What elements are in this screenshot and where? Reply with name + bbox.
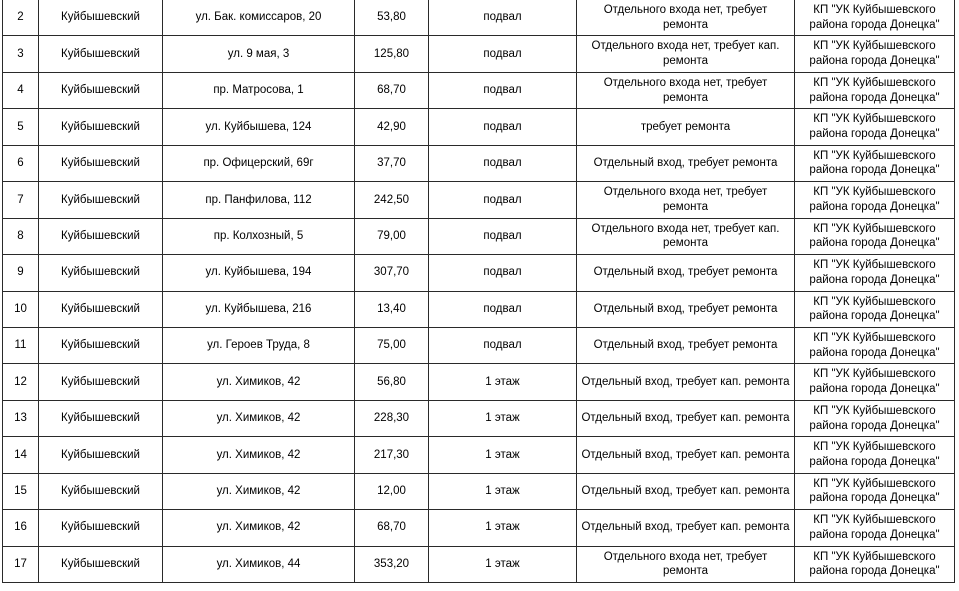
table-row (3, 109, 955, 145)
cell-condition: Отдельный вход, требует ремонта (577, 255, 795, 291)
cell-floor: 1 этаж (429, 546, 577, 582)
cell-row-number: 6 (3, 145, 39, 181)
cell-condition: Отдельный вход, требует ремонта (577, 291, 795, 327)
cell-organization: КП "УК Куйбышевского района города Донецка" (795, 510, 955, 546)
cell-area: 353,20 (355, 546, 429, 582)
cell-floor: подвал (429, 182, 577, 218)
cell-organization: КП "УК Куйбышевского района города Донецка" (795, 437, 955, 473)
cell-condition: Отдельный вход, требует кап. ремонта (577, 473, 795, 509)
cell-condition: Отдельного входа нет, требует кап. ремонта (577, 218, 795, 254)
cell-area: 242,50 (355, 182, 429, 218)
cell-address: ул. Куйбышева, 216 (163, 291, 355, 327)
cell-address: ул. Куйбышева, 194 (163, 255, 355, 291)
cell-address: ул. Химиков, 42 (163, 400, 355, 436)
cell-area: 37,70 (355, 145, 429, 181)
cell-floor: 1 этаж (429, 437, 577, 473)
cell-address: пр. Панфилова, 112 (163, 182, 355, 218)
cell-organization: КП "УК Куйбышевского района города Донецка" (795, 473, 955, 509)
cell-district: Куйбышевский (39, 473, 163, 509)
cell-address: ул. Химиков, 44 (163, 546, 355, 582)
table-row (3, 255, 955, 291)
cell-organization: КП "УК Куйбышевского района города Донецка" (795, 109, 955, 145)
cell-area: 228,30 (355, 400, 429, 436)
cell-area: 79,00 (355, 218, 429, 254)
cell-district: Куйбышевский (39, 182, 163, 218)
cell-condition: Отдельный вход, требует кап. ремонта (577, 364, 795, 400)
cell-condition: Отдельный вход, требует кап. ремонта (577, 437, 795, 473)
cell-area: 13,40 (355, 291, 429, 327)
cell-row-number: 4 (3, 72, 39, 108)
cell-floor: 1 этаж (429, 510, 577, 546)
cell-condition: Отдельного входа нет, требует кап. ремонта (577, 36, 795, 72)
table-row (3, 182, 955, 218)
cell-area: 68,70 (355, 510, 429, 546)
cell-organization: КП "УК Куйбышевского района города Донецка" (795, 400, 955, 436)
cell-organization: КП "УК Куйбышевского района города Донецка" (795, 291, 955, 327)
cell-floor: 1 этаж (429, 364, 577, 400)
table-row (3, 145, 955, 181)
cell-address: ул. Бак. комиссаров, 20 (163, 0, 355, 36)
cell-address: пр. Колхозный, 5 (163, 218, 355, 254)
cell-floor: подвал (429, 218, 577, 254)
cell-row-number: 7 (3, 182, 39, 218)
cell-floor: подвал (429, 36, 577, 72)
cell-floor: подвал (429, 109, 577, 145)
cell-district: Куйбышевский (39, 0, 163, 36)
cell-address: ул. Куйбышева, 124 (163, 109, 355, 145)
cell-row-number: 15 (3, 473, 39, 509)
cell-row-number: 13 (3, 400, 39, 436)
cell-area: 217,30 (355, 437, 429, 473)
cell-floor: подвал (429, 291, 577, 327)
table-body (3, 0, 955, 583)
cell-organization: КП "УК Куйбышевского района города Донецка" (795, 145, 955, 181)
table-row (3, 400, 955, 436)
cell-address: ул. Героев Труда, 8 (163, 327, 355, 363)
cell-organization: КП "УК Куйбышевского района города Донецка" (795, 0, 955, 36)
cell-organization: КП "УК Куйбышевского района города Донецка" (795, 72, 955, 108)
table-row (3, 0, 955, 36)
cell-condition: Отдельного входа нет, требует ремонта (577, 72, 795, 108)
cell-floor: подвал (429, 145, 577, 181)
cell-area: 42,90 (355, 109, 429, 145)
cell-district: Куйбышевский (39, 327, 163, 363)
cell-organization: КП "УК Куйбышевского района города Донецка" (795, 364, 955, 400)
cell-area: 75,00 (355, 327, 429, 363)
cell-organization: КП "УК Куйбышевского района города Донецка" (795, 218, 955, 254)
table-row (3, 473, 955, 509)
cell-floor: 1 этаж (429, 473, 577, 509)
table-row (3, 36, 955, 72)
cell-district: Куйбышевский (39, 400, 163, 436)
cell-condition: Отдельный вход, требует кап. ремонта (577, 510, 795, 546)
table-row (3, 327, 955, 363)
cell-condition: требует ремонта (577, 109, 795, 145)
cell-row-number: 3 (3, 36, 39, 72)
cell-row-number: 16 (3, 510, 39, 546)
cell-row-number: 10 (3, 291, 39, 327)
table-row (3, 72, 955, 108)
table-row (3, 364, 955, 400)
cell-row-number: 2 (3, 0, 39, 36)
cell-district: Куйбышевский (39, 218, 163, 254)
cell-row-number: 9 (3, 255, 39, 291)
cell-condition: Отдельного входа нет, требует ремонта (577, 0, 795, 36)
cell-district: Куйбышевский (39, 546, 163, 582)
premises-table (2, 0, 955, 583)
cell-address: пр. Матросова, 1 (163, 72, 355, 108)
cell-area: 68,70 (355, 72, 429, 108)
cell-floor: подвал (429, 0, 577, 36)
cell-row-number: 12 (3, 364, 39, 400)
table-row (3, 437, 955, 473)
cell-condition: Отдельный вход, требует ремонта (577, 145, 795, 181)
cell-condition: Отдельного входа нет, требует ремонта (577, 182, 795, 218)
cell-row-number: 8 (3, 218, 39, 254)
cell-address: ул. Химиков, 42 (163, 473, 355, 509)
cell-condition: Отдельный вход, требует кап. ремонта (577, 400, 795, 436)
cell-district: Куйбышевский (39, 255, 163, 291)
cell-district: Куйбышевский (39, 145, 163, 181)
cell-organization: КП "УК Куйбышевского района города Донецка" (795, 327, 955, 363)
cell-row-number: 11 (3, 327, 39, 363)
cell-district: Куйбышевский (39, 291, 163, 327)
cell-area: 12,00 (355, 473, 429, 509)
cell-area: 307,70 (355, 255, 429, 291)
cell-district: Куйбышевский (39, 364, 163, 400)
cell-floor: 1 этаж (429, 400, 577, 436)
cell-district: Куйбышевский (39, 36, 163, 72)
cell-organization: КП "УК Куйбышевского района города Донецка" (795, 255, 955, 291)
cell-row-number: 17 (3, 546, 39, 582)
cell-organization: КП "УК Куйбышевского района города Донецка" (795, 182, 955, 218)
cell-row-number: 14 (3, 437, 39, 473)
cell-address: ул. Химиков, 42 (163, 437, 355, 473)
cell-floor: подвал (429, 327, 577, 363)
cell-district: Куйбышевский (39, 109, 163, 145)
cell-district: Куйбышевский (39, 510, 163, 546)
cell-organization: КП "УК Куйбышевского района города Донецка" (795, 36, 955, 72)
cell-organization: КП "УК Куйбышевского района города Донецка" (795, 546, 955, 582)
cell-area: 56,80 (355, 364, 429, 400)
cell-address: ул. Химиков, 42 (163, 510, 355, 546)
cell-area: 125,80 (355, 36, 429, 72)
table-row (3, 218, 955, 254)
table-row (3, 291, 955, 327)
cell-address: ул. Химиков, 42 (163, 364, 355, 400)
table-row (3, 546, 955, 582)
cell-district: Куйбышевский (39, 72, 163, 108)
table-row (3, 510, 955, 546)
cell-floor: подвал (429, 72, 577, 108)
cell-row-number: 5 (3, 109, 39, 145)
cell-district: Куйбышевский (39, 437, 163, 473)
cell-condition: Отдельного входа нет, требует ремонта (577, 546, 795, 582)
cell-floor: подвал (429, 255, 577, 291)
cell-address: пр. Офицерский, 69г (163, 145, 355, 181)
cell-address: ул. 9 мая, 3 (163, 36, 355, 72)
cell-condition: Отдельный вход, требует ремонта (577, 327, 795, 363)
cell-area: 53,80 (355, 0, 429, 36)
